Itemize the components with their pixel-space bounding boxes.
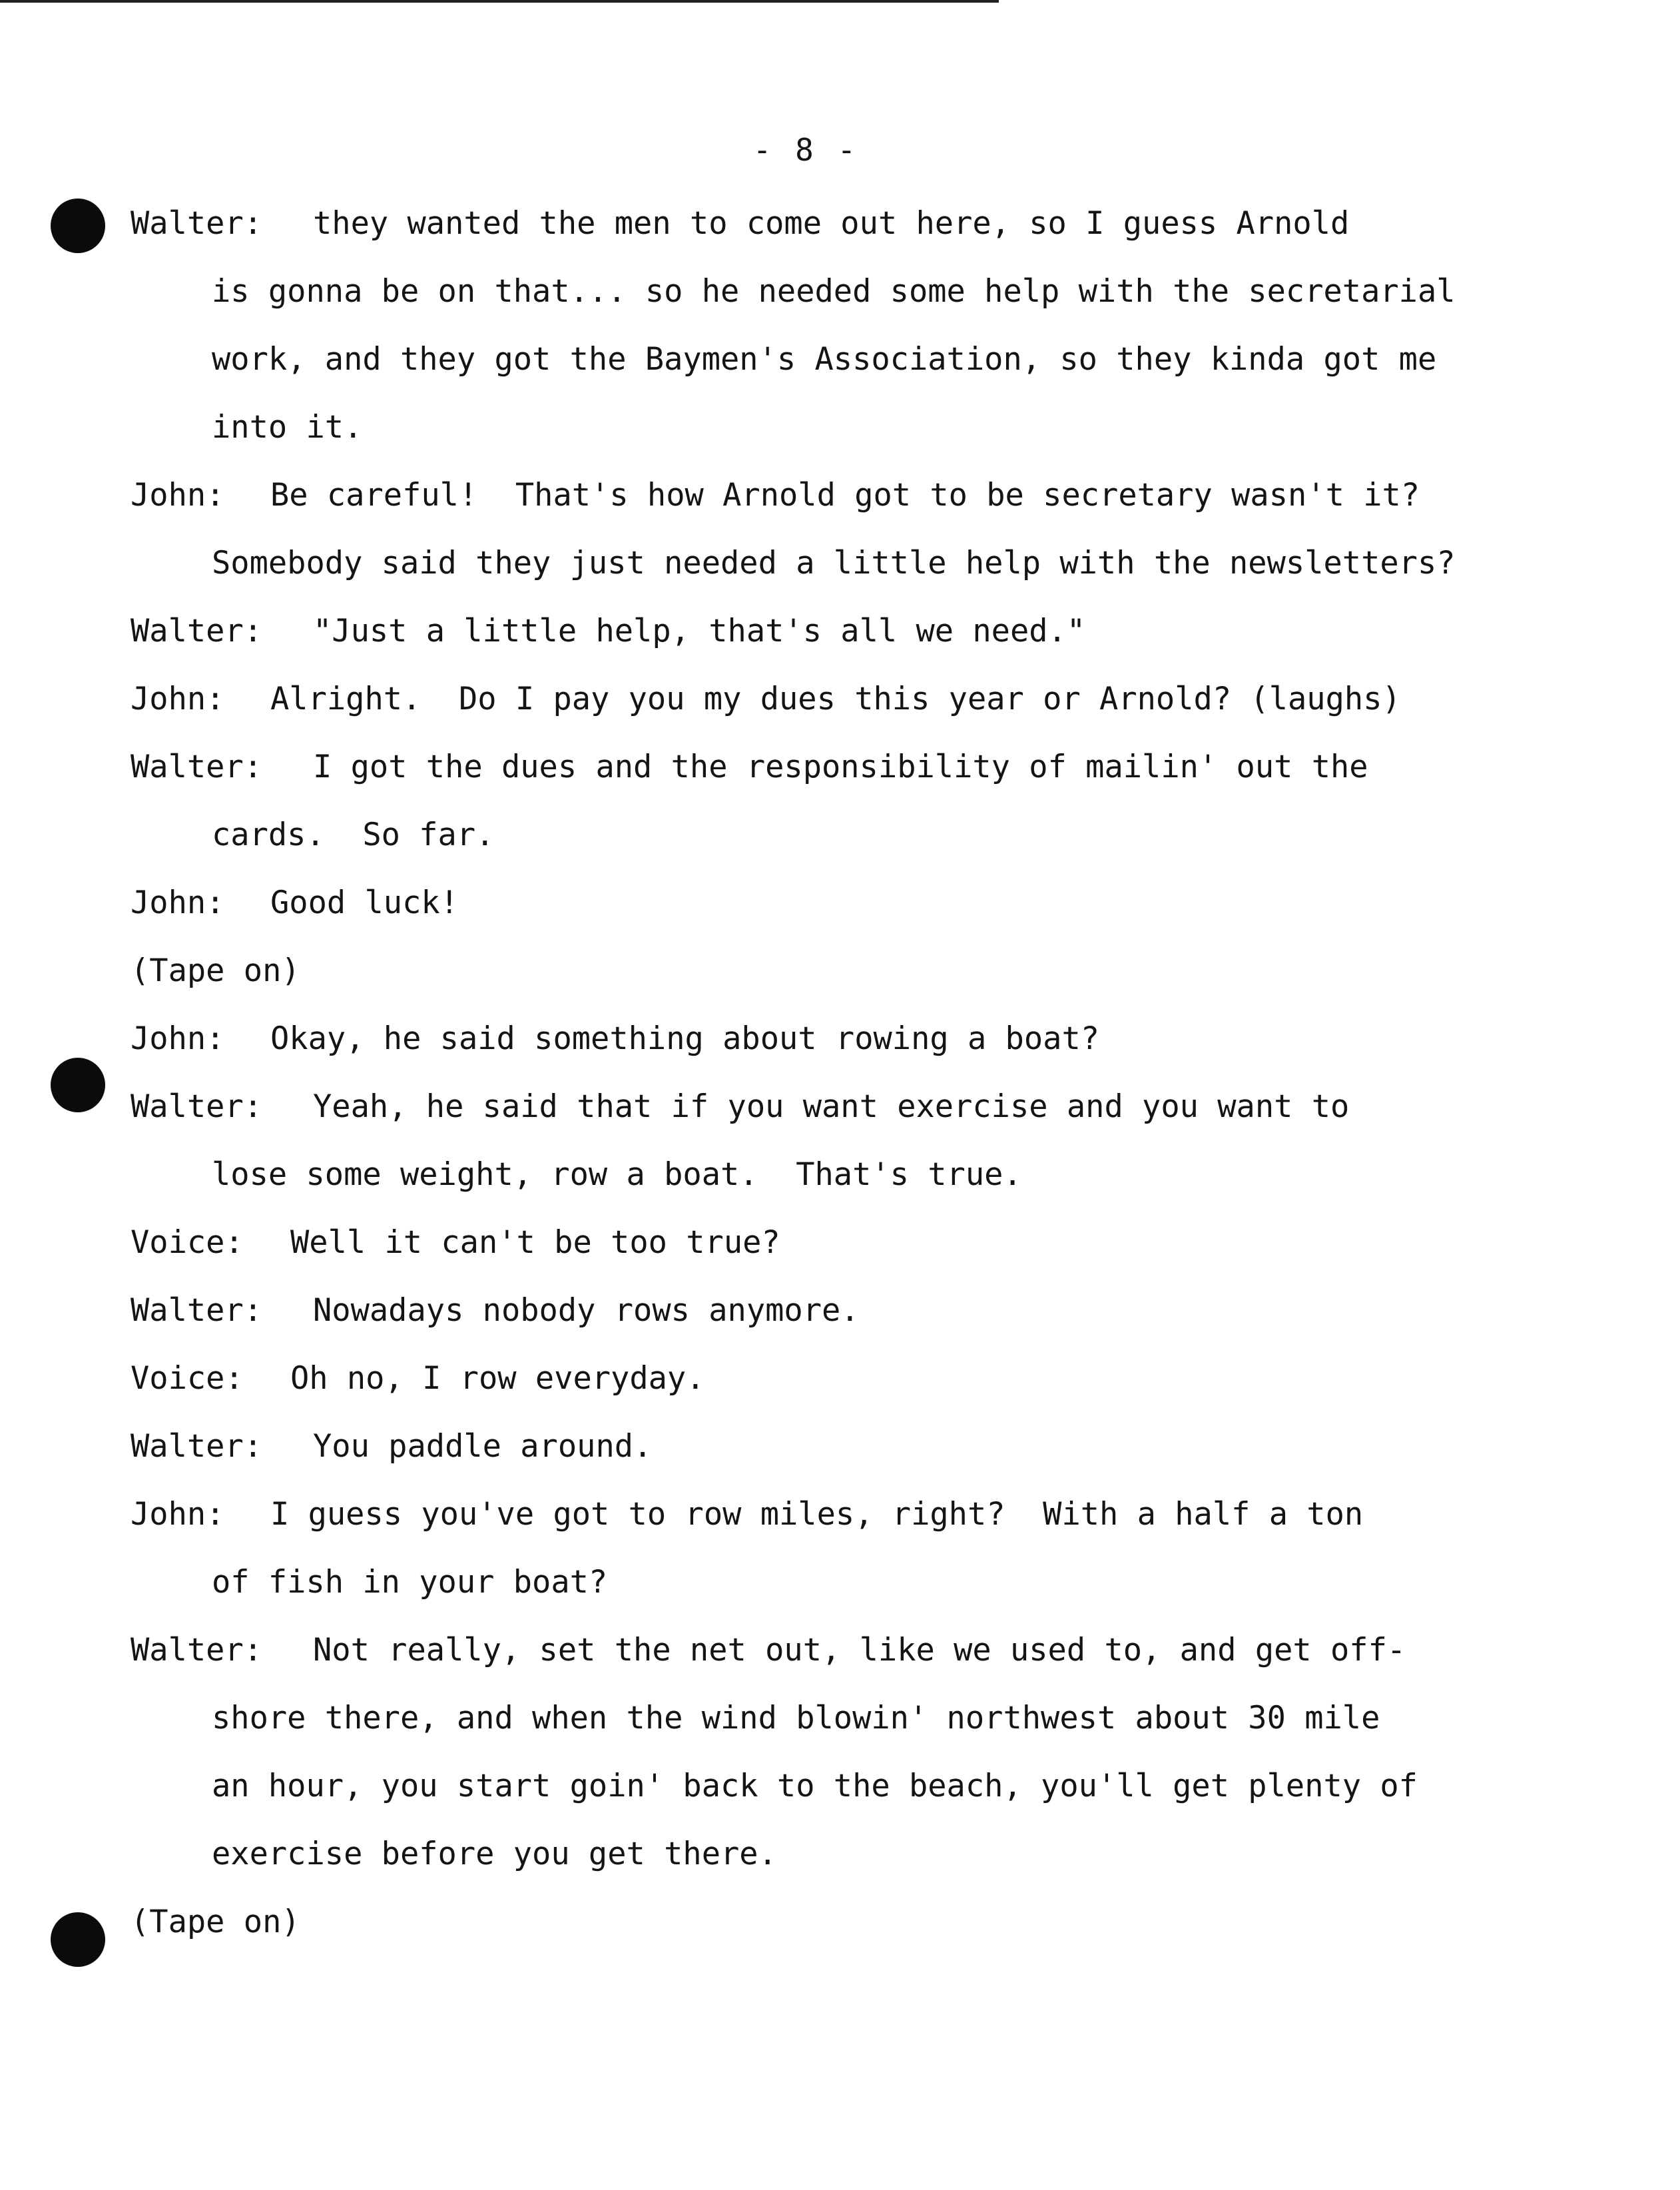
dialogue-line: Oh no, I row everyday. [290,1360,705,1397]
dialogue-line: Be careful! That's how Arnold got to be secretary wasn't it? [270,477,1420,514]
dialogue-line: You paddle around. [313,1428,653,1465]
dialogue-line: Well it can't be too true? [290,1224,780,1261]
dialogue-line: they wanted the men to come out here, so I guess Arnold [313,205,1350,242]
speaker-label: John: [131,681,225,717]
speaker-label: John: [131,1496,225,1533]
speaker-label: Walter: [131,1632,263,1668]
dialogue-line: Nowadays nobody rows anymore. [313,1292,860,1329]
speaker-label: Walter: [131,205,263,242]
dialogue-line: I got the dues and the responsibility of mailin' out the [313,749,1368,785]
speaker-label: Voice: [131,1360,244,1397]
dialogue-continuation-line: of fish in your boat? [212,1564,608,1601]
dialogue-line: Okay, he said something about rowing a boat? [270,1020,1100,1057]
dialogue-line: Not really, set the net out, like we used to, and get off- [313,1632,1406,1668]
dialogue-continuation-line: cards. So far. [212,817,495,853]
dialogue-line: "Just a little help, that's all we need." [313,613,1086,649]
punch-hole-middle [51,1058,105,1112]
speaker-label: Walter: [131,613,263,649]
dialogue-continuation-line: lose some weight, row a boat. That's true. [212,1156,1022,1193]
dialogue-line: I guess you've got to row miles, right? With a half a ton [270,1496,1364,1533]
dialogue-continuation-line: into it. [212,409,363,446]
stage-note: (Tape on) [131,1904,300,1940]
speaker-label: Walter: [131,1292,263,1329]
page-number: - 8 - [752,132,859,168]
speaker-label: Walter: [131,1428,263,1465]
speaker-label: Walter: [131,749,263,785]
dialogue-continuation-line: an hour, you start goin' back to the beach, you'll get plenty of [212,1768,1418,1804]
stage-note: (Tape on) [131,952,300,989]
dialogue-continuation-line: exercise before you get there. [212,1836,777,1872]
top-edge-rule [0,0,999,3]
dialogue-continuation-line: shore there, and when the wind blowin' northwest about 30 mile [212,1700,1380,1736]
dialogue-continuation-line: is gonna be on that... so he needed some help with the secretarial [212,273,1456,310]
speaker-label: Voice: [131,1224,244,1261]
punch-hole-bottom [51,1912,105,1967]
punch-hole-top [51,198,105,253]
dialogue-continuation-line: work, and they got the Baymen's Association, so they kinda got me [212,341,1437,378]
speaker-label: Walter: [131,1088,263,1125]
dialogue-line: Good luck! [270,885,459,921]
dialogue-continuation-line: Somebody said they just needed a little help with the newsletters? [212,545,1456,581]
dialogue-line: Alright. Do I pay you my dues this year or Arnold? (laughs) [270,681,1401,717]
speaker-label: John: [131,1020,225,1057]
speaker-label: John: [131,885,225,921]
dialogue-line: Yeah, he said that if you want exercise and you want to [313,1088,1350,1125]
speaker-label: John: [131,477,225,514]
